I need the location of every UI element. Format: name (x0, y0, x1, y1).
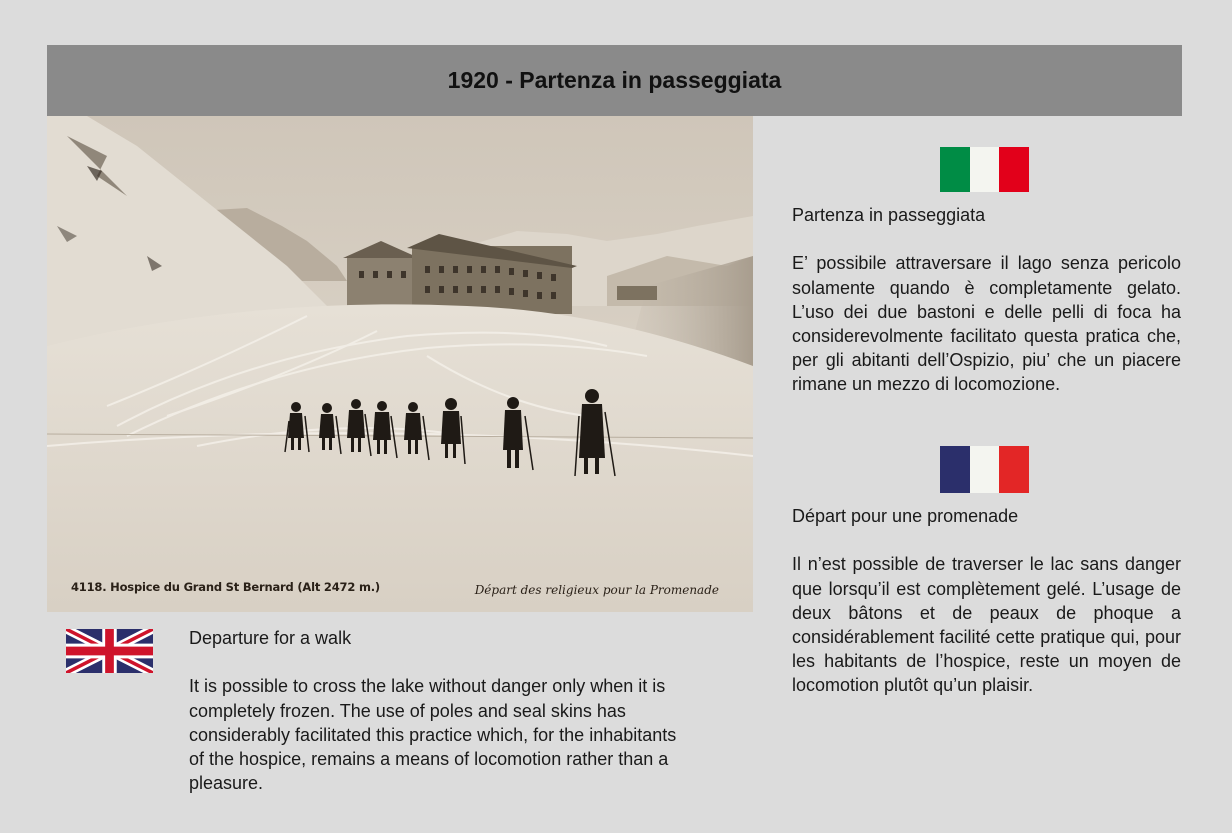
english-text-block (189, 626, 678, 795)
french-body: Il n’est possible de traverser le lac sans danger que lorsqu’il est complètement gelé. L’usage de deux bâtons et de peaux de phoque a considérablement facilité cette pratique qui, pour les habitants de l’hospice, reste un moyen de locomotion plutôt qu’un plaisir. (792, 554, 1181, 696)
page-title: 1920 - Partenza in passeggiata (447, 67, 782, 93)
french-text-block (792, 504, 1181, 698)
english-heading: Departure for a walk (189, 628, 352, 648)
italian-body: E’ possibile attraversare il lago senza pericolo solamente quando è completamente gelato. L’uso dei due bastoni e delle pelli di foca ha considerevolmente facilitato questa pratica che, per gli abitanti dell’Ospizio, piu’ che un piacere rimane un mezzo di locomozione. (792, 253, 1181, 395)
flag-stripe-red (999, 446, 1029, 493)
flag-stripe-green (940, 147, 970, 192)
photo-caption-left: 4118. Hospice du Grand St Bernard (Alt 2472 m.) (71, 580, 380, 594)
title-bar (47, 45, 1182, 116)
flag-stripe-blue (940, 446, 970, 493)
photo-illustration (47, 116, 753, 612)
italian-text-block (792, 203, 1181, 397)
italy-flag-icon (940, 147, 1029, 192)
uk-flag-icon (66, 629, 153, 673)
english-body: It is possible to cross the lake without danger only when it is completely frozen. The use of poles and seal skins has considerably facilitated this practice which, for the inhabitants of the hospice, remains a means of locomotion rather than a pleasure. (189, 676, 677, 794)
france-flag-icon (940, 446, 1029, 493)
italian-heading: Partenza in passeggiata (792, 205, 986, 225)
flag-stripe-white (970, 147, 1000, 192)
flag-stripe-red (999, 147, 1029, 192)
photo-caption-right: Départ des religieux pour la Promenade (474, 583, 719, 597)
historic-photo (47, 116, 753, 612)
french-heading: Départ pour une promenade (792, 506, 1019, 526)
flag-stripe-white (970, 446, 1000, 493)
